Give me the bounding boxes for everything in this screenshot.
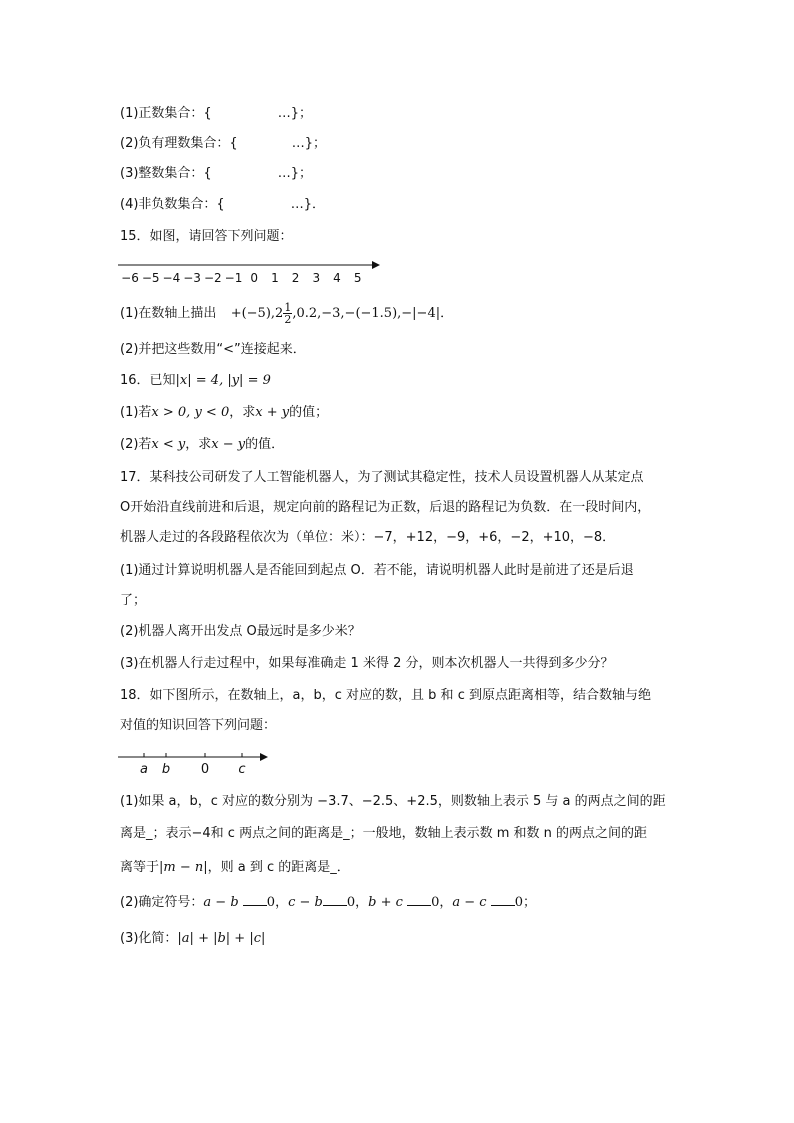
q18-expr-b-plus-c: b + c [368, 895, 403, 910]
q16-part1-expression: x + y [255, 405, 290, 420]
q16-part1-condition: x > 0, y < 0 [151, 405, 230, 420]
tick-label: 3 [312, 271, 321, 285]
set-positive-dots: …}； [277, 106, 312, 121]
q18-part1-line2: 离是_；表示−4和 c 两点之间的距离是_；一般地，数轴上表示数 m 和数 n 的两点之间的距 [120, 826, 648, 841]
fraction-one-half [283, 302, 292, 325]
fraction-numerator: 1 [284, 301, 292, 314]
set-negative-rational-dots: …}； [291, 136, 326, 151]
q18-simplify-expression: |a| + |b| + |c| [177, 931, 266, 946]
tick-label: 1 [271, 271, 279, 285]
q18-part2-prefix: (2)确定符号： [120, 895, 204, 910]
tick-label: −6 [121, 271, 139, 285]
set-positive-label: (1)正数集合：{ [120, 106, 212, 121]
q15-part2: (2)并把这些数用“<”连接起来． [120, 342, 306, 357]
q17-part2: (2)机器人离开出发点 O最远时是多少米？ [120, 624, 361, 639]
q18-part3-prefix: (3)化简： [120, 931, 178, 946]
tick-label: −3 [183, 271, 201, 285]
q16-part2-prefix: (2)若 [120, 437, 152, 452]
q15-part1-numbers-a: +(−5),2 [230, 306, 284, 321]
q16-stem-prefix: 16．已知 [120, 373, 176, 388]
q16-formula: |x| = 4, |y| = 9 [175, 373, 271, 388]
zero: 0 [346, 895, 356, 910]
q16-part2-mid: ，求 [185, 437, 212, 452]
sep: ， [439, 895, 453, 910]
answer-blank[interactable] [243, 893, 267, 906]
q17-line1: 17．某科技公司研发了人工智能机器人，为了测试其稳定性，技术人员设置机器人从某定点 [120, 470, 644, 485]
q17-part1-line1: (1)通过计算说明机器人是否能回到起点 O．若不能，请说明机器人此时是前进了还是后退 [120, 563, 634, 578]
tick-label: −2 [203, 271, 222, 285]
q18-abs-expression: |m − n| [159, 860, 208, 875]
set-positive [120, 104, 312, 124]
q18-expr-a-minus-c: a − c [452, 895, 487, 910]
q18-part1-line3-a: 离等于 [120, 860, 160, 875]
q18-expr-c-minus-b: c − b [288, 895, 323, 910]
q15-stem: 15．如图，请回答下列问题： [120, 229, 293, 244]
q18-expr-a-minus-b: a − b [203, 895, 239, 910]
set-integer-label: (3)整数集合：{ [120, 166, 212, 181]
fraction-denominator: 2 [284, 313, 292, 326]
q16-part1 [120, 403, 328, 423]
q18-part1-line3 [120, 858, 350, 878]
q16-part2-condition: x < y [151, 437, 186, 452]
zero: 0 [266, 895, 276, 910]
set-nonnegative [120, 195, 325, 215]
zero: 0 [431, 895, 440, 910]
q15-part1 [120, 302, 453, 325]
set-integer [120, 164, 312, 184]
q16-part1-suffix: 的值； [289, 405, 329, 420]
tick-label: −1 [224, 271, 243, 285]
answer-blank[interactable] [407, 893, 431, 906]
q16-part2-suffix: 的值． [245, 437, 285, 452]
set-integer-dots: …}； [277, 166, 312, 181]
set-negative-rational [120, 134, 326, 154]
point-label: c [238, 762, 246, 777]
axis-arrow [260, 753, 268, 761]
q17-part1-line2: 了； [120, 593, 147, 608]
set-nonnegative-label: (4)非负数集合：{ [120, 197, 225, 212]
q18-part1-line3-b: ，则 a 到 c 的距离是_． [207, 860, 350, 875]
q16-part2 [120, 435, 284, 455]
tick-label: 2 [291, 271, 300, 285]
q17-part3: (3)在机器人行走过程中，如果每准确走 1 米得 2 分，则本次机器人一共得到多少分？ [120, 656, 614, 671]
tick-label: 0 [250, 271, 259, 285]
q15-part1-prefix: (1)在数轴上描出 [120, 306, 217, 321]
point-label: a [140, 762, 148, 777]
q17-line3: 机器人走过的各段路程依次为（单位：米）：−7，+12，−9，+6，−2，+10，−8． [120, 530, 616, 545]
axis-arrow [372, 261, 380, 269]
q15-part1-numbers-b: ,0.2,−3,−(−1.5),−|−4|． [292, 306, 454, 321]
q18-part3 [120, 929, 265, 949]
q18-line1: 18．如下图所示，在数轴上，a，b，c 对应的数，且 b 和 c 到原点距离相等，结合数轴与绝 [120, 688, 651, 703]
q16-part1-prefix: (1)若 [120, 405, 152, 420]
q15-number-line [118, 255, 388, 287]
tick-label: 4 [333, 271, 341, 285]
point-label: b [161, 762, 171, 777]
q18-part2 [120, 893, 536, 913]
tick-label: 5 [353, 271, 362, 285]
q16-part1-mid: ，求 [229, 405, 256, 420]
set-negative-rational-label: (2)负有理数集合：{ [120, 136, 238, 151]
set-nonnegative-dots: …}． [290, 197, 325, 212]
answer-blank[interactable] [491, 893, 515, 906]
sep: ， [275, 895, 289, 910]
end: ； [522, 895, 536, 910]
zero: 0 [514, 895, 523, 910]
q18-line2: 对值的知识回答下列问题： [120, 718, 277, 733]
q16-part2-expression: x − y [211, 437, 246, 452]
q16-stem [120, 371, 271, 391]
answer-blank[interactable] [323, 893, 347, 906]
tick-label: −4 [162, 271, 181, 285]
point-label: 0 [200, 762, 210, 777]
sep: ， [355, 895, 369, 910]
q18-part1-line1: (1)如果 a，b，c 对应的数分别为 −3.7、−2.5、+2.5，则数轴上表示 5 与 a 的两点之间的距 [120, 794, 666, 809]
q17-line2: O开始沿直线前进和后退，规定向前的路程记为正数，后退的路程记为负数．在一段时间内， [120, 500, 651, 515]
tick-label: −5 [141, 271, 160, 285]
q18-number-line [118, 748, 278, 778]
